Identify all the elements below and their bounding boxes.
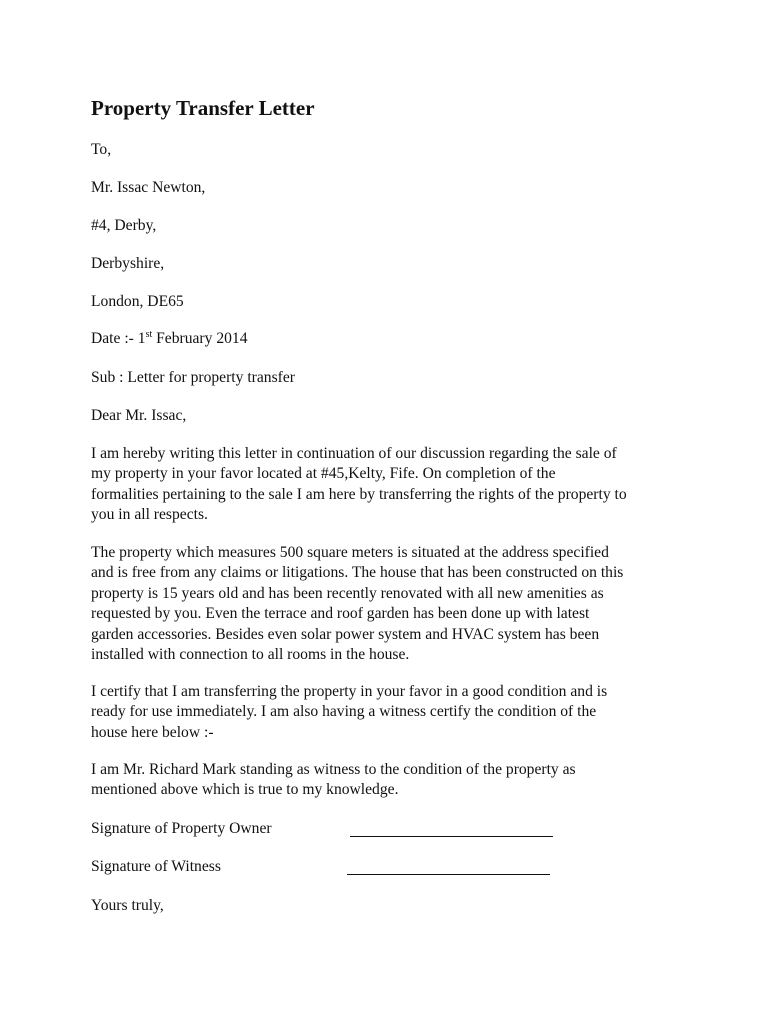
recipient-address-line3: London, DE65 (91, 293, 184, 310)
recipient-address-line1: #4, Derby, (91, 217, 157, 234)
paragraph-line: ready for use immediately. I am also having a witness certify the condition of the (91, 703, 597, 721)
paragraph-line: I am Mr. Richard Mark standing as witness to the condition of the property as (91, 761, 576, 778)
letter-title: Property Transfer Letter (91, 96, 315, 120)
body-paragraph-4 (91, 760, 691, 801)
owner-signature-row (91, 819, 571, 841)
witness-signature-row (91, 857, 571, 879)
paragraph-line: my property in your favor located at #45,Kelty, Fife. On completion of the (91, 465, 556, 483)
owner-signature-line (350, 836, 553, 837)
paragraph-line: and is free from any claims or litigations. The house that has been constructed on this (91, 564, 624, 582)
paragraph-line: mentioned above which is true to my knowledge. (91, 781, 399, 799)
body-paragraph-2 (91, 543, 691, 665)
letter-closing: Yours truly, (91, 897, 164, 914)
paragraph-line: I certify that I am transferring the property in your favor in a good condition and is (91, 683, 608, 700)
recipient-name: Mr. Issac Newton, (91, 179, 206, 196)
recipient-address-line2: Derbyshire, (91, 255, 165, 272)
letter-greeting: Dear Mr. Issac, (91, 407, 187, 424)
paragraph-line: property is 15 years old and has been recently renovated with all new amenities as (91, 584, 604, 602)
body-paragraph-1 (91, 444, 691, 526)
letter-subject: Sub : Letter for property transfer (91, 369, 295, 386)
paragraph-line: you in all respects. (91, 506, 208, 524)
date-rest: February 2014 (152, 330, 248, 347)
salutation-to: To, (91, 141, 112, 158)
body-paragraph-3 (91, 682, 691, 743)
witness-signature-label: Signature of Witness (91, 858, 221, 875)
paragraph-line: formalities pertaining to the sale I am here by transferring the rights of the property to (91, 485, 627, 503)
letter-date (91, 329, 248, 349)
date-ordinal: st (145, 328, 153, 340)
paragraph-line: The property which measures 500 square meters is situated at the address specified (91, 544, 609, 561)
paragraph-line: house here below :- (91, 723, 214, 741)
paragraph-line: installed with connection to all rooms in the house. (91, 646, 410, 664)
witness-signature-line (347, 874, 550, 875)
paragraph-line: garden accessories. Besides even solar power system and HVAC system has been (91, 625, 600, 643)
paragraph-line: I am hereby writing this letter in continuation of our discussion regarding the sale of (91, 445, 617, 462)
paragraph-line: requested by you. Even the terrace and roof garden has been done up with latest (91, 605, 590, 623)
date-prefix: Date :- 1 (91, 330, 146, 347)
owner-signature-label: Signature of Property Owner (91, 820, 272, 837)
